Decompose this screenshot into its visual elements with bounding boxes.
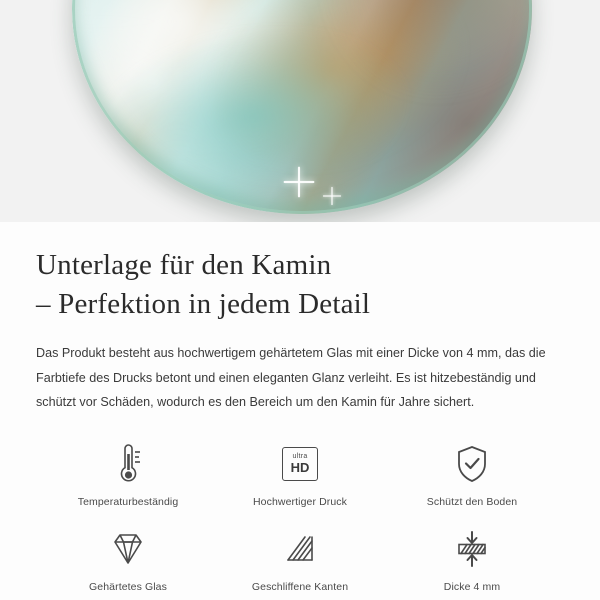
badge-main-text: HD [290, 460, 310, 476]
feature-label: Dicke 4 mm [443, 580, 501, 593]
feature-label: Schützt den Boden [426, 495, 518, 508]
headline-line-1: Unterlage für den Kamin [36, 249, 332, 281]
feature-label: Temperaturbeständig [77, 495, 179, 508]
feature-grid [36, 441, 564, 593]
description-paragraph: Das Produkt besteht aus hochwertigem gehärtetem Glas mit einer Dicke von 4 mm, das die Farbtiefe des Drucks betont und einen eleganten Glanz verleiht. Es ist hitzebeständig und schützt vor Schäden, wodurch es den Bereich um den Kamin für Jahre sichert. [36, 346, 546, 410]
badge-top-text: ultra [292, 453, 308, 461]
feature-item-thickness [386, 526, 558, 593]
feature-item-floor-protection [386, 441, 558, 508]
feature-label: Hochwertiger Druck [253, 495, 347, 508]
polished-edges-icon [277, 526, 323, 572]
diamond-icon [105, 526, 151, 572]
feature-item-tempered-glass [42, 526, 214, 593]
ultra-hd-badge-icon [277, 441, 323, 487]
feature-item-print-quality [214, 441, 386, 508]
shield-check-icon [449, 441, 495, 487]
headline-line-2: – Perfektion in jedem Detail [36, 287, 371, 320]
feature-label: Gehärtetes Glas [89, 580, 167, 593]
content-area [0, 222, 600, 593]
thermometer-icon [105, 441, 151, 487]
feature-item-polished-edges [214, 526, 386, 593]
thickness-arrows-icon [449, 526, 495, 572]
feature-item-temperature [42, 441, 214, 508]
hero-image [0, 0, 600, 222]
page-title [36, 246, 564, 323]
feature-label: Geschliffene Kanten [251, 580, 349, 593]
round-glass-plate-image [72, 0, 532, 214]
